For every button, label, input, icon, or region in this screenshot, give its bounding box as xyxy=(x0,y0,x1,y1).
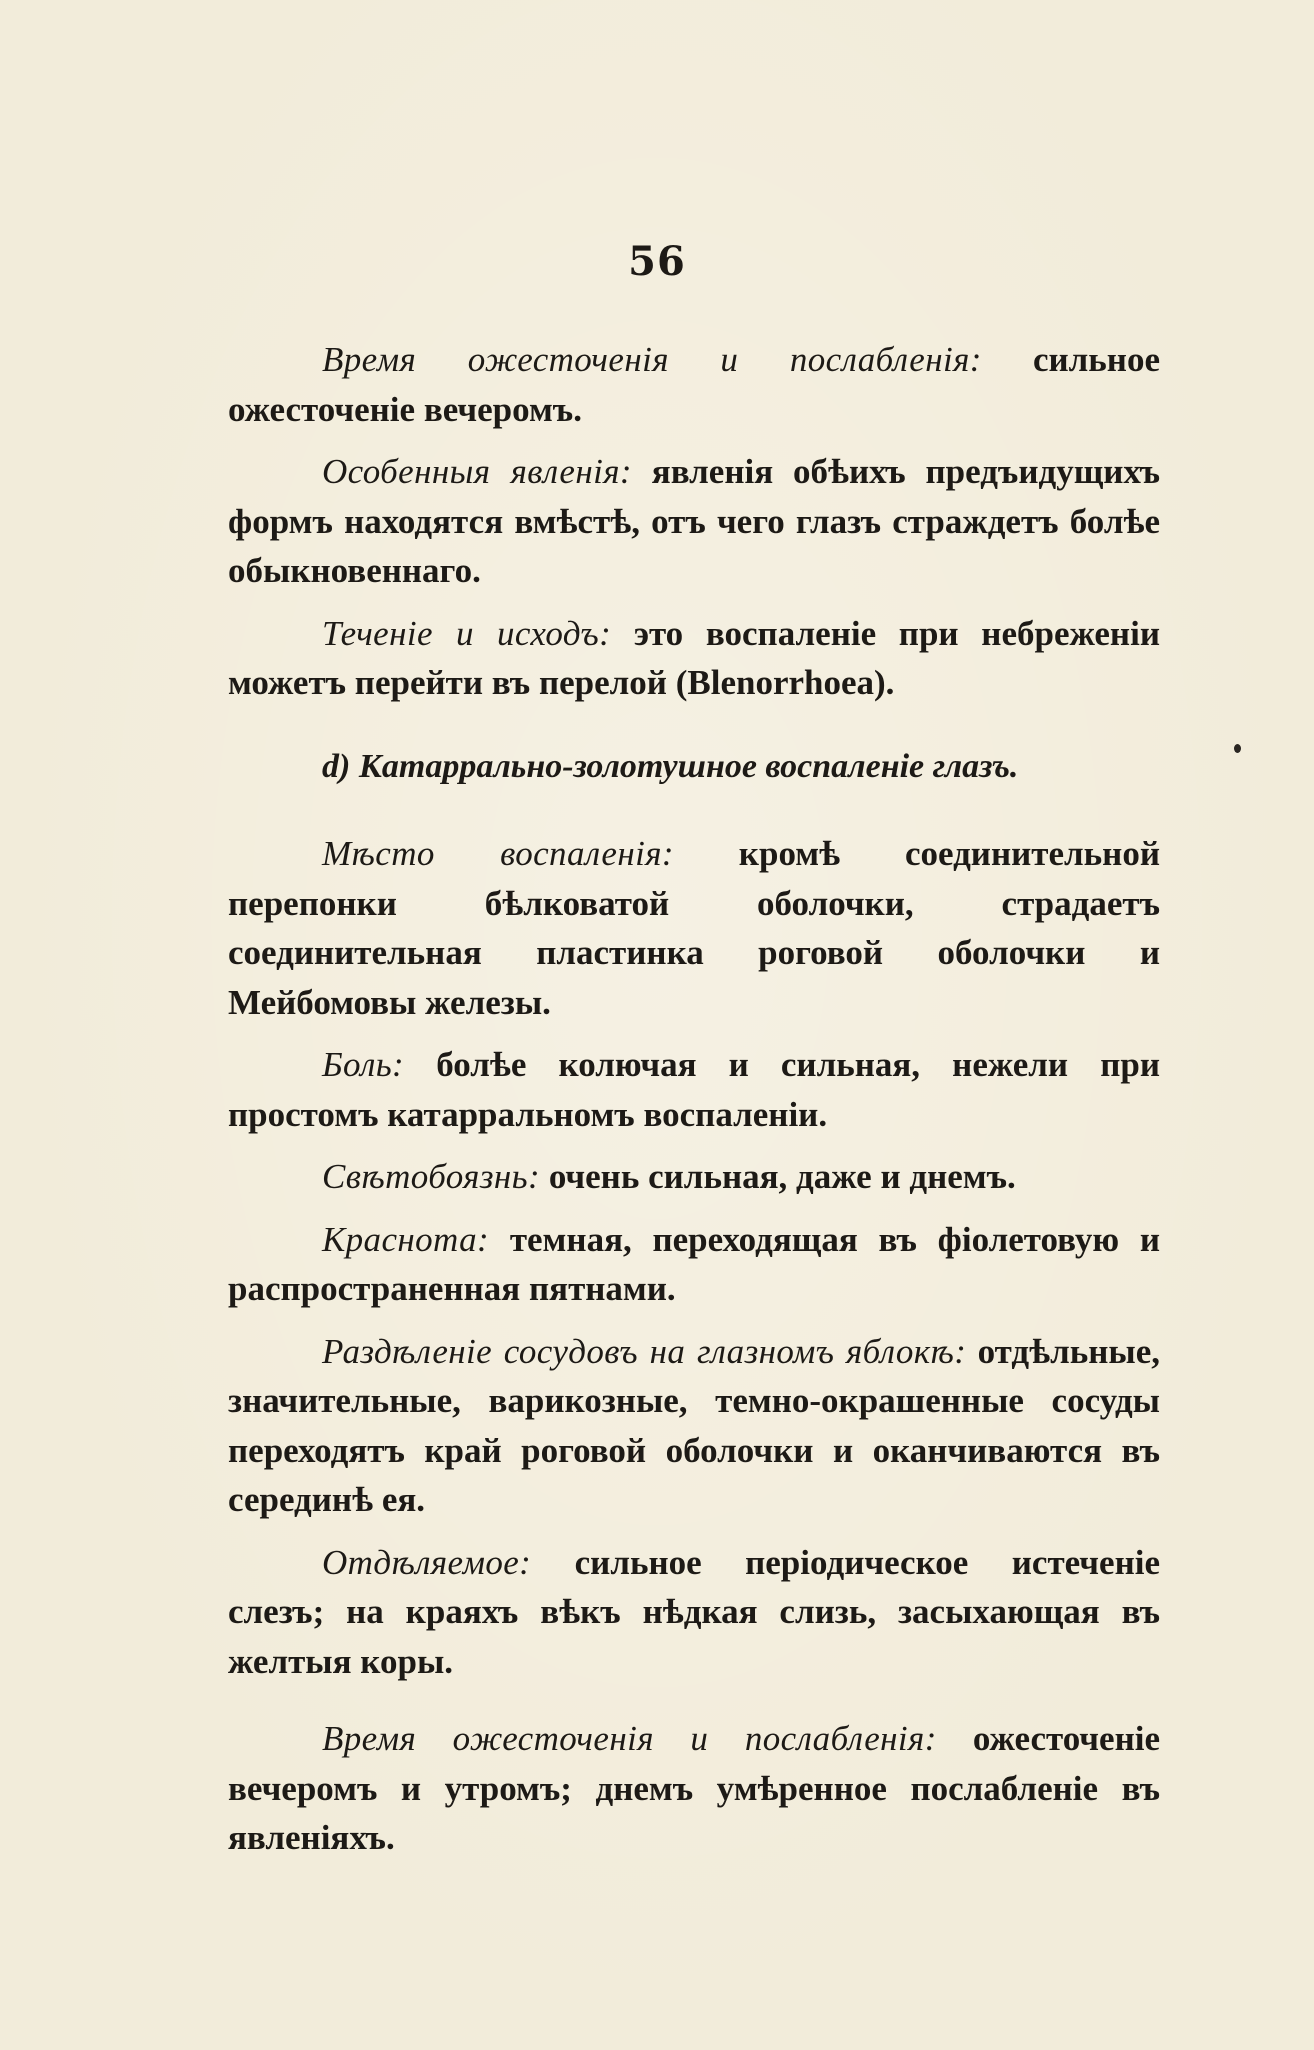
paragraph-pain xyxy=(228,1040,1160,1139)
body-text xyxy=(228,335,1160,1876)
paragraph-text: явленія обѣихъ предъидущихъ формъ находятся вмѣстѣ, отъ чего глазъ страждетъ болѣе обыкновеннаго. xyxy=(228,452,1160,590)
paragraph-location xyxy=(228,829,1160,1027)
paragraph-text: сильное ожесточеніе вечеромъ. xyxy=(228,340,1161,429)
paragraph-exacerbation xyxy=(228,335,1160,434)
paragraph-photophobia xyxy=(228,1152,1160,1202)
section-heading: d) Катаррально-золотушное воспаленіе глазъ. xyxy=(322,747,1019,785)
paragraph-discharge xyxy=(228,1538,1160,1687)
paragraph-label: Особенныя явленія: xyxy=(322,452,632,491)
paragraph-text: болѣе колючая и сильная, нежели при простомъ катарральномъ воспаленіи. xyxy=(228,1045,1160,1134)
paragraph-label: Время ожесточенія и послабленія: xyxy=(322,340,982,379)
paragraph-label: Теченіе и исходъ: xyxy=(322,613,612,653)
paragraph-text: кромѣ соединительной перепонки бѣлковатой оболочки, страдаетъ соединительная пластинка роговой оболочки и Мейбомовы железы. xyxy=(228,834,1161,1022)
paragraph-vessels xyxy=(228,1327,1160,1525)
paragraph-label: Краснота: xyxy=(322,1219,490,1259)
paragraph-label: Раздѣленіе сосудовъ на глазномъ яблокѣ: xyxy=(322,1331,967,1371)
paragraph-text: сильное періодическое истеченіе слезъ; на краяхъ вѣкъ нѣдкая слизь, засыхающая въ желтыя коры. xyxy=(228,1542,1160,1681)
paragraph-text: отдѣльные, значительные, варикозные, темно-окрашенные сосуды переходятъ край роговой оболочки и оканчиваются въ серединѣ ея. xyxy=(228,1331,1160,1519)
ink-speck xyxy=(1234,744,1241,753)
paragraph-text: темная, переходящая въ фіолетовую и распространенная пятнами. xyxy=(228,1219,1160,1308)
page-number: 56 xyxy=(628,238,686,285)
paragraph-text: очень сильная, даже и днемъ. xyxy=(540,1157,1016,1196)
paragraph-special-phenomena xyxy=(228,447,1160,596)
paragraph-label: Боль: xyxy=(322,1045,405,1084)
paragraph-redness xyxy=(228,1215,1160,1314)
paragraph-label: Отдѣляемое: xyxy=(322,1542,532,1582)
paragraph-course-outcome xyxy=(228,609,1160,708)
paragraph-label: Свѣтобоязнь: xyxy=(322,1157,541,1196)
paragraph-label: Мѣсто воспаленія: xyxy=(322,834,674,873)
paragraph-label: Время ожесточенія и послабленія: xyxy=(322,1719,937,1758)
paragraph-text: это воспаленіе при небреженіи можетъ перейти въ перелой (Blenorrhoea). xyxy=(228,613,1160,702)
paragraph-text: ожесточеніе вечеромъ и утромъ; днемъ умѣренное послабленіе въ явленіяхъ. xyxy=(228,1719,1160,1857)
paragraph-exacerbation-2 xyxy=(228,1714,1160,1863)
